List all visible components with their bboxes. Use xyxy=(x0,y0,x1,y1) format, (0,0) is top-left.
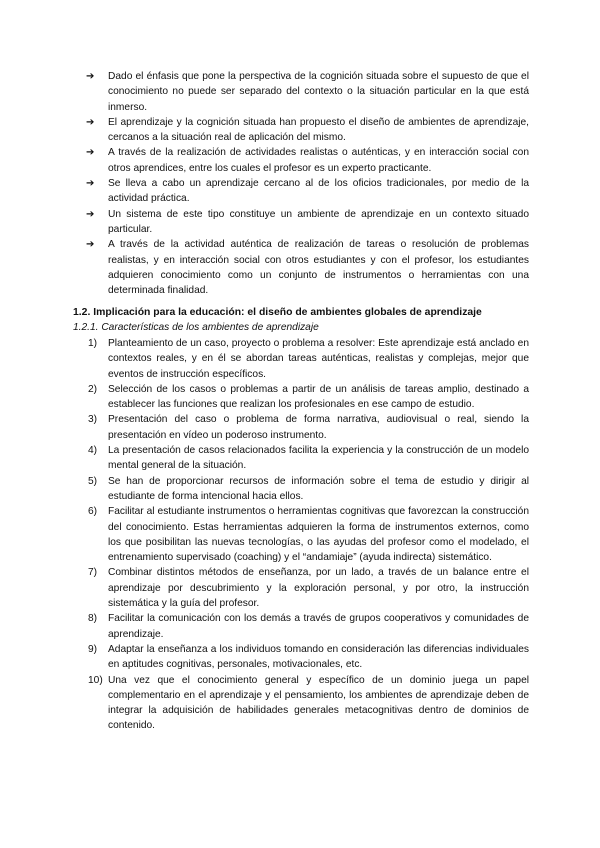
list-item xyxy=(86,176,529,207)
subsection-heading: 1.2.1. Características de los ambientes de aprendizaje xyxy=(73,322,319,333)
item-text: Planteamiento de un caso, proyecto o problema a resolver: Este aprendizaje está anclado en contextos reales, y en él se abordan tareas auténticas, realistas y complejas, mejor que eventos de instrucción específicos. xyxy=(108,338,529,380)
list-item xyxy=(88,474,529,505)
item-text: Combinar distintos métodos de enseñanza, por un lado, a través de un balance entre el aprendizaje por descubrimiento y la exploración personal, y por otro, la instrucción sistemática y la guía del profesor. xyxy=(108,567,529,610)
numbered-list xyxy=(88,336,529,734)
item-text: Se han de proporcionar recursos de información sobre el tema de estudio y dirigir al estudiante de forma intencional hacia ellos. xyxy=(108,475,529,502)
item-text: Una vez que el conocimiento general y específico de un dominio juega un papel complementario en el aprendizaje y el pensamiento, los ambientes de aprendizaje deben de integrar la adquisición de habilidades generales metacognitivas dentro de dominios de contenido. xyxy=(108,674,529,732)
item-number: 6) xyxy=(88,506,98,518)
bullet-text: A través de la realización de actividades realistas o auténticas, y en interacción social con otros aprendices, entre los cuales el profesor es un experto practicante. xyxy=(108,147,529,174)
bullet-text: A través de la actividad auténtica de realización de tareas o resolución de problemas realistas, y en interacción social con otros estudiantes y con el profesor, los estudiantes adquieren conocimiento como un conjunto de instrumentos o herramientas con una determinada finalidad. xyxy=(108,239,529,297)
list-item xyxy=(86,69,529,115)
item-number: 10) xyxy=(88,674,103,686)
bullet-text: Un sistema de este tipo constituye un ambiente de aprendizaje en un contexto situado particular. xyxy=(108,208,529,235)
arrow-bullet-icon: ➔ xyxy=(86,71,95,82)
item-number: 4) xyxy=(88,445,98,457)
list-item xyxy=(88,504,529,565)
item-text: Adaptar la enseñanza a los individuos tomando en consideración las diferencias individuales en aptitudes cognitivas, personales, motivacionales, etc. xyxy=(108,643,529,671)
bullet-text: El aprendizaje y la cognición situada han propuesto el diseño de ambientes de aprendizaje, cercanos a la situación real de aplicación del mismo. xyxy=(108,116,529,144)
list-item xyxy=(88,565,529,611)
item-text: La presentación de casos relacionados facilita la experiencia y la construcción de un modelo mental general de la situación. xyxy=(108,445,529,472)
list-item xyxy=(86,145,529,176)
list-item xyxy=(88,382,529,413)
item-number: 1) xyxy=(88,338,98,349)
item-number: 2) xyxy=(88,383,98,395)
list-item xyxy=(88,336,529,382)
item-text: Selección de los casos o problemas a partir de un análisis de tareas amplio, destinado a establecer las funciones que realizan los profesionales en ese campo de estudio. xyxy=(108,383,529,411)
list-item xyxy=(88,642,529,673)
bullet-text: Se lleva a cabo un aprendizaje cercano al de los oficios tradicionales, por medio de la actividad práctica. xyxy=(108,178,529,205)
arrow-bullet-icon: ➔ xyxy=(86,208,95,220)
item-number: 7) xyxy=(88,567,98,579)
item-text: Facilitar la comunicación con los demás a través de grupos cooperativos y comunidades de aprendizaje. xyxy=(108,613,529,640)
list-item xyxy=(88,443,529,474)
list-item xyxy=(88,611,529,642)
arrow-bullet-icon: ➔ xyxy=(86,116,95,128)
item-number: 5) xyxy=(88,475,98,487)
item-number: 8) xyxy=(88,613,98,625)
item-text: Presentación del caso o problema de forma narrativa, audiovisual o real, siendo la presentación en vídeo un poderoso instrumento. xyxy=(108,414,529,441)
list-item xyxy=(86,237,529,298)
list-item xyxy=(86,207,529,238)
arrow-bullet-icon: ➔ xyxy=(86,239,95,251)
list-item xyxy=(88,412,529,443)
list-item xyxy=(86,115,529,146)
item-number: 3) xyxy=(88,414,98,426)
arrow-bullet-icon: ➔ xyxy=(86,178,95,190)
arrow-bullet-icon: ➔ xyxy=(86,147,95,159)
bullet-list xyxy=(86,69,529,298)
bullet-text: Dado el énfasis que pone la perspectiva de la cognición situada sobre el supuesto de que el conocimiento no puede ser separado del contexto o la situación particular en la que está inmerso. xyxy=(108,71,529,113)
list-item xyxy=(88,673,529,734)
item-text: Facilitar al estudiante instrumentos o herramientas cognitivas que favorezcan la construcción del conocimiento. Estas herramientas adquieren la forma de instrumentos externos, como los que posibilitan las nuevas tecnologías, o las ayudas del profesor como el modelado, el entrenamiento supervisado (coaching) y el “andamiaje” (ayuda indirecta) sistemático. xyxy=(108,506,529,564)
item-number: 9) xyxy=(88,643,98,655)
section-heading: 1.2. Implicación para la educación: el diseño de ambientes globales de aprendizaje xyxy=(73,307,482,318)
